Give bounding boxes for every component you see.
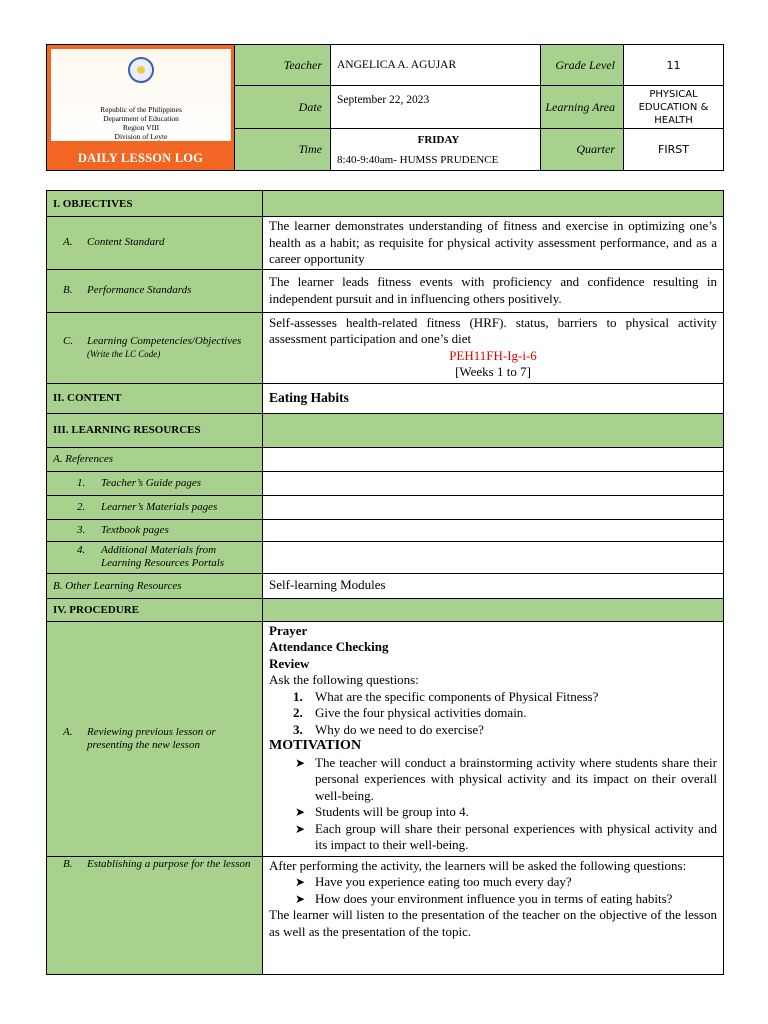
establishing-purpose-label: B. Establishing a purpose for the lesson [47, 856, 263, 974]
list-item: 2. Give the four physical activities domain. [293, 705, 527, 720]
time-value: 8:40-9:40am- HUMSS PRUDENCE [337, 153, 499, 166]
list-item: 1. What are the specific components of Physical Fitness? [293, 688, 599, 704]
textbook-pages-label: 3. Textbook pages [47, 519, 263, 541]
attendance-checking: Attendance Checking [269, 639, 389, 654]
learning-competencies-value: Self-assesses health-related fitness (HRF). status, barriers to physical activity assessment participation and one’s diet PEH11FH-Ig-i-6 [Weeks 1 to 7] [263, 312, 724, 383]
list-item: ➤ Each group will share their personal experiences with physical activity and its impact to their well-being. [315, 821, 717, 854]
other-resources-label: B. Other Learning Resources [47, 573, 263, 598]
learners-materials-value [263, 495, 724, 519]
quarter-value: FIRST [624, 129, 724, 171]
time-day: FRIDAY [417, 133, 460, 146]
learning-area-value: PHYSICAL EDUCATION & HEALTH [624, 86, 724, 129]
reviewing-lesson-value [263, 621, 724, 856]
lesson-table [46, 190, 724, 975]
references-value [263, 447, 724, 471]
procedure-heading: IV. PROCEDURE [47, 598, 263, 621]
content-standard-label: A. Content Standard [47, 217, 263, 270]
review: Review [269, 655, 310, 671]
learning-resources-heading: III. LEARNING RESOURCES [47, 413, 263, 447]
content-standard-value: The learner demonstrates understanding of fitness and exercise in optimizing one’s health as a habit; as requisite for physical activity assessment performance, and as a career opportunity [263, 217, 724, 270]
teachers-guide-value [263, 471, 724, 495]
date-label: Date [235, 86, 331, 129]
list-item: ➤ Have you experience eating too much every day? [315, 874, 717, 891]
lc-code: PEH11FH-Ig-i-6 [449, 347, 537, 363]
performance-standards-label: B. Performance Standards [47, 269, 263, 312]
teacher-label: Teacher [235, 45, 331, 86]
ask-questions: Ask the following questions: [269, 672, 419, 687]
date-value: September 22, 2023 [331, 86, 541, 129]
quarter-label: Quarter [541, 129, 624, 171]
objectives-heading-fill [263, 191, 724, 217]
header-table [46, 44, 724, 171]
reviewing-lesson-label: A. Reviewing previous lesson or presenting the new lesson [47, 621, 263, 856]
procedure-heading-fill [263, 598, 724, 621]
other-resources-value: Self-learning Modules [263, 573, 724, 598]
deped-seal-icon [128, 57, 154, 83]
performance-standards-value: The learner leads fitness events with proficiency and confidence resulting in independent pursuit and in influencing others positively. [263, 269, 724, 312]
learners-materials-label: 2. Learner’s Materials pages [47, 495, 263, 519]
grade-level-label: Grade Level [541, 45, 624, 86]
list-item: 3. Why do we need to do exercise? [293, 721, 484, 737]
references-label: A. References [47, 447, 263, 471]
establishing-purpose-value: After performing the activity, the learners will be asked the following questions: ➤ Have you experience eating too much every day? ➤ How does your environment influence you in terms of eating habits? The learner will listen to the presentation of the teacher on the objective of the lesson as well as the presentation of the topic. [263, 856, 724, 974]
motivation-list [269, 755, 717, 854]
content-heading: II. CONTENT [47, 383, 263, 413]
objectives-heading: I. OBJECTIVES [47, 191, 263, 217]
purpose-questions [269, 874, 717, 907]
time-label: Time [235, 129, 331, 171]
time-cell [331, 129, 541, 171]
textbook-pages-value [263, 519, 724, 541]
learning-resources-heading-fill [263, 413, 724, 447]
additional-materials-label: 4. Additional Materials from Learning Resources Portals [47, 541, 263, 573]
list-item: ➤ How does your environment influence you in terms of eating habits? [315, 891, 717, 908]
agency-name: Republic of the Philippines Department of Education Region VIII Division of Leyte [100, 105, 182, 141]
lc-code-note: (Write the LC Code) [87, 348, 161, 359]
learning-area-label: Learning Area [541, 86, 624, 129]
additional-materials-value [263, 541, 724, 573]
prayer: Prayer [269, 622, 308, 638]
list-item: ➤ Students will be group into 4. [315, 804, 717, 821]
teacher-value: ANGELICA A. AGUJAR [331, 45, 541, 86]
review-questions [269, 689, 717, 739]
list-item: ➤ The teacher will conduct a brainstorming activity where students share their personal experiences with physical activity and its impact on their overall well-being. [315, 755, 717, 805]
lc-weeks: [Weeks 1 to 7] [455, 364, 531, 379]
daily-lesson-log-title: DAILY LESSON LOG [77, 151, 204, 165]
teachers-guide-label: 1. Teacher’s Guide pages [47, 471, 263, 495]
content-value: Eating Habits [263, 383, 724, 413]
learning-competencies-label: C. Learning Competencies/Objectives (Write the LC Code) [47, 312, 263, 383]
motivation: MOTIVATION [269, 738, 362, 753]
school-logo-block [47, 45, 235, 171]
grade-level-value: 11 [624, 45, 724, 86]
